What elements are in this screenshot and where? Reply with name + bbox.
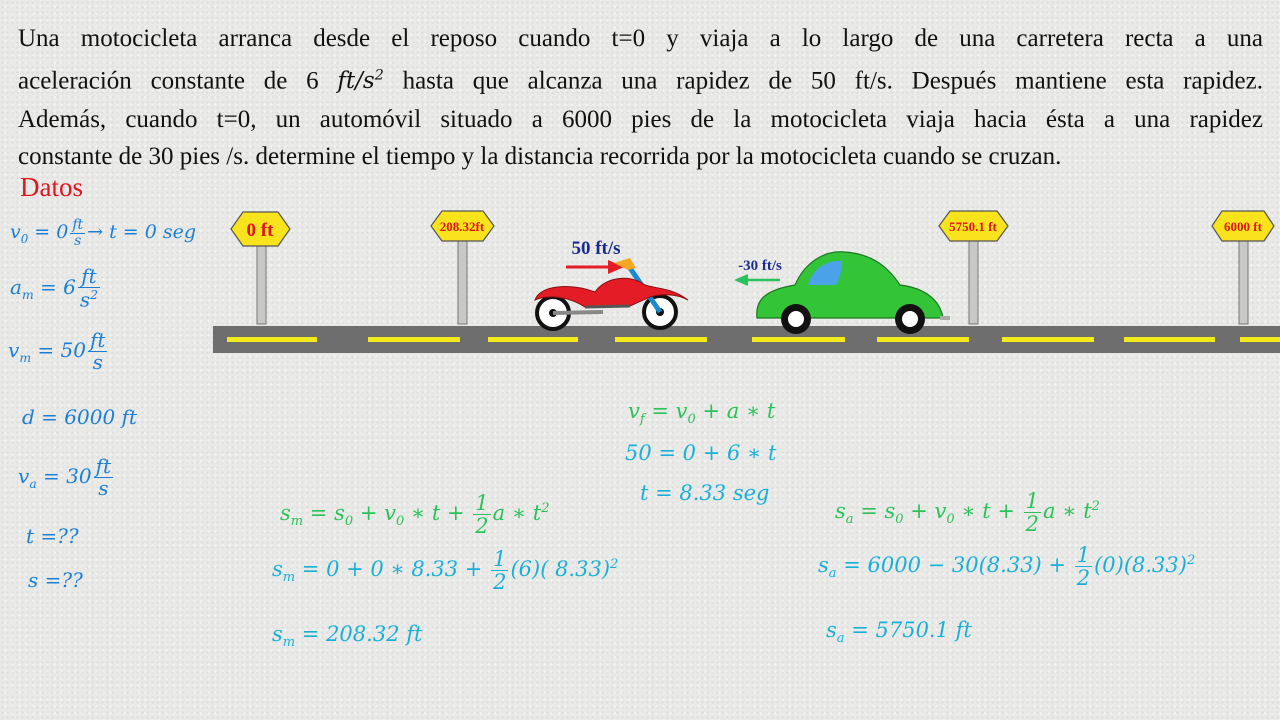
sm-symbol: s bbox=[280, 501, 291, 526]
va-symbol: v bbox=[18, 464, 30, 488]
sm2-terms: = 0 + 0 ∗ 8.33 + bbox=[295, 557, 490, 582]
sa-v0: + v bbox=[903, 499, 947, 524]
sa2-sub: a bbox=[828, 566, 837, 582]
sign-5750ft bbox=[939, 211, 1008, 324]
sa3-symbol: s bbox=[826, 618, 837, 642]
car-icon bbox=[734, 252, 950, 334]
va-value: = 30 bbox=[36, 464, 92, 488]
datos-s-unknown: s =?? bbox=[28, 568, 83, 592]
sa-half-den: 2 bbox=[1025, 512, 1040, 537]
sa-at: a ∗ t bbox=[1043, 499, 1092, 524]
eq-t-result: t = 8.33 seg bbox=[640, 481, 770, 505]
sign-post bbox=[969, 240, 978, 324]
lane-dash bbox=[877, 337, 969, 342]
moto-frame bbox=[553, 312, 603, 313]
vm-symbol: v bbox=[8, 338, 20, 362]
eq-vf-substituted: 50 = 0 + 6 ∗ t bbox=[625, 441, 777, 465]
sa-exp: 2 bbox=[1091, 499, 1100, 515]
am-symbol: a bbox=[10, 274, 22, 299]
vm-sub: m bbox=[19, 350, 32, 365]
sa-t: ∗ t + bbox=[954, 499, 1022, 524]
sm-v0: + v bbox=[353, 501, 396, 526]
lane-dash bbox=[488, 337, 578, 342]
problem-line-1: Una motocicleta arranca desde el reposo cuando t=0 y viaja a lo largo de una carretera recta a una bbox=[18, 25, 1263, 52]
motorcycle-icon bbox=[535, 238, 688, 329]
car-front-hub bbox=[902, 311, 918, 327]
sm3-sub: m bbox=[282, 635, 296, 651]
moto-speed-label: 50 ft/s bbox=[571, 238, 621, 259]
vf-sub: f bbox=[639, 412, 645, 428]
sa2-half-num: 1 bbox=[1076, 543, 1091, 567]
v0-unit-den: s bbox=[74, 232, 82, 249]
sign-6000ft bbox=[1212, 211, 1274, 324]
lane-dash bbox=[227, 337, 317, 342]
am-unit-num: ft bbox=[78, 266, 100, 288]
vm-value: = 50 bbox=[31, 338, 86, 362]
v0-value: = 0 bbox=[28, 221, 69, 244]
va-unit-num: ft bbox=[95, 454, 112, 478]
vm-unit-num: ft bbox=[89, 328, 106, 352]
lane-dash bbox=[368, 337, 460, 342]
sm2-half-den: 2 bbox=[493, 570, 507, 595]
sm-at: a ∗ t bbox=[492, 501, 542, 526]
vm-unit-den: s bbox=[92, 350, 103, 374]
am-unit-den-exp: 2 bbox=[90, 287, 99, 302]
sign-208ft bbox=[431, 211, 494, 324]
vf-symbol: v bbox=[628, 399, 640, 423]
sa2-terms: = 6000 − 30(8.33) + bbox=[836, 553, 1073, 578]
sa3-value: = 5750.1 ft bbox=[844, 618, 972, 642]
problem-line-4: constante de 30 pies /s. determine el tiempo y la distancia recorrida por la motocicleta cuando se cruzan. bbox=[18, 143, 1062, 171]
sign-label: 5750.1 ft bbox=[949, 219, 997, 234]
eq-sa-general bbox=[835, 490, 1100, 535]
am-value: = 6 bbox=[33, 274, 76, 299]
sign-post bbox=[257, 244, 266, 324]
problem-line-2-end: hasta que alcanza una rapidez de 50 ft/s. Después mantiene esta rapidez. bbox=[383, 67, 1263, 95]
car-speed-label: -30 ft/s bbox=[738, 258, 782, 274]
problem-line-3: Además, cuando t=0, un automóvil situado a 6000 pies de la motocicleta viaja hacia ésta a una rapidez bbox=[18, 105, 1263, 133]
acceleration-unit-base: ft/s bbox=[337, 68, 375, 95]
arrow-icon: → bbox=[87, 221, 104, 244]
vf-rhs-tail: + a ∗ t bbox=[695, 399, 776, 423]
acceleration-unit-exponent: 2 bbox=[374, 67, 384, 84]
eq-sm-general bbox=[280, 492, 550, 537]
sa-v0-sub: 0 bbox=[946, 512, 955, 528]
sa3-sub: a bbox=[836, 631, 845, 647]
sign-label: 208.32ft bbox=[439, 219, 485, 234]
sa-sub: a bbox=[845, 512, 854, 528]
sm3-symbol: s bbox=[272, 622, 283, 646]
eq-sm-substituted bbox=[272, 548, 618, 593]
car-rear-hub bbox=[788, 311, 804, 327]
sign-label: 0 ft bbox=[246, 220, 274, 241]
lane-dash bbox=[1124, 337, 1215, 342]
sm-exp: 2 bbox=[541, 501, 550, 517]
sm2-half-num: 1 bbox=[493, 547, 507, 571]
sm-half-fraction bbox=[473, 492, 490, 537]
va-sub: a bbox=[29, 476, 37, 491]
vf-rhs-sub: 0 bbox=[687, 412, 696, 428]
sa-s0: = s bbox=[853, 499, 896, 524]
sm-t: ∗ t + bbox=[404, 501, 472, 526]
sm-s0-sub: 0 bbox=[344, 514, 354, 530]
eq-vf-general bbox=[628, 399, 775, 427]
sa2-product: (0)(8.33) bbox=[1094, 553, 1187, 578]
sa2-exp: 2 bbox=[1186, 553, 1196, 569]
sm2-symbol: s bbox=[272, 557, 283, 582]
v0-sub: 0 bbox=[20, 231, 29, 246]
datos-d: d = 6000 ft bbox=[22, 405, 137, 429]
sm2-sub: m bbox=[282, 570, 296, 586]
v0-time: t = 0 seg bbox=[109, 221, 197, 244]
datos-t-unknown: t =?? bbox=[26, 524, 79, 548]
sa2-half-fraction bbox=[1075, 544, 1092, 589]
sa-half-num: 1 bbox=[1025, 489, 1040, 513]
car-arrow-head bbox=[734, 274, 748, 286]
am-sub: m bbox=[21, 286, 34, 302]
sign-post bbox=[458, 240, 467, 324]
sa2-symbol: s bbox=[818, 553, 829, 578]
lane-dash bbox=[752, 337, 845, 342]
sm-half-den: 2 bbox=[475, 514, 489, 539]
lane-dash bbox=[1002, 337, 1094, 342]
sm-s0: = s bbox=[303, 501, 345, 526]
am-unit-den-base: s bbox=[79, 287, 91, 312]
eq-sa-result bbox=[826, 618, 972, 646]
va-unit-den: s bbox=[98, 476, 109, 500]
sm3-value: = 208.32 ft bbox=[295, 622, 423, 646]
v0-unit-num: ft bbox=[72, 217, 84, 233]
vf-rhs: = v bbox=[644, 399, 688, 423]
sign-label: 6000 ft bbox=[1224, 219, 1262, 234]
car-bumper bbox=[940, 316, 950, 320]
sa-s0-sub: 0 bbox=[895, 512, 904, 528]
sm-v0-sub: 0 bbox=[395, 514, 405, 530]
eq-sa-substituted bbox=[818, 544, 1195, 589]
v0-symbol: v bbox=[10, 221, 21, 244]
sm2-product: (6)( 8.33) bbox=[510, 557, 611, 582]
sign-post bbox=[1239, 240, 1248, 324]
sa-half-fraction bbox=[1024, 490, 1041, 535]
sm2-exp: 2 bbox=[610, 557, 619, 573]
sa2-half-den: 2 bbox=[1076, 566, 1091, 591]
sm-half-num: 1 bbox=[475, 491, 489, 515]
lane-dash bbox=[615, 337, 707, 342]
sm-sub: m bbox=[290, 514, 304, 530]
moto-engine bbox=[585, 306, 630, 307]
problem-line-2-start: aceleración constante de 6 bbox=[18, 67, 338, 95]
sign-0ft bbox=[231, 212, 290, 324]
lane-dash bbox=[1240, 337, 1280, 342]
sm2-half-fraction bbox=[491, 548, 508, 593]
eq-sm-result bbox=[272, 622, 422, 650]
sa-symbol: s bbox=[835, 499, 846, 524]
datos-title: Datos bbox=[20, 172, 83, 202]
